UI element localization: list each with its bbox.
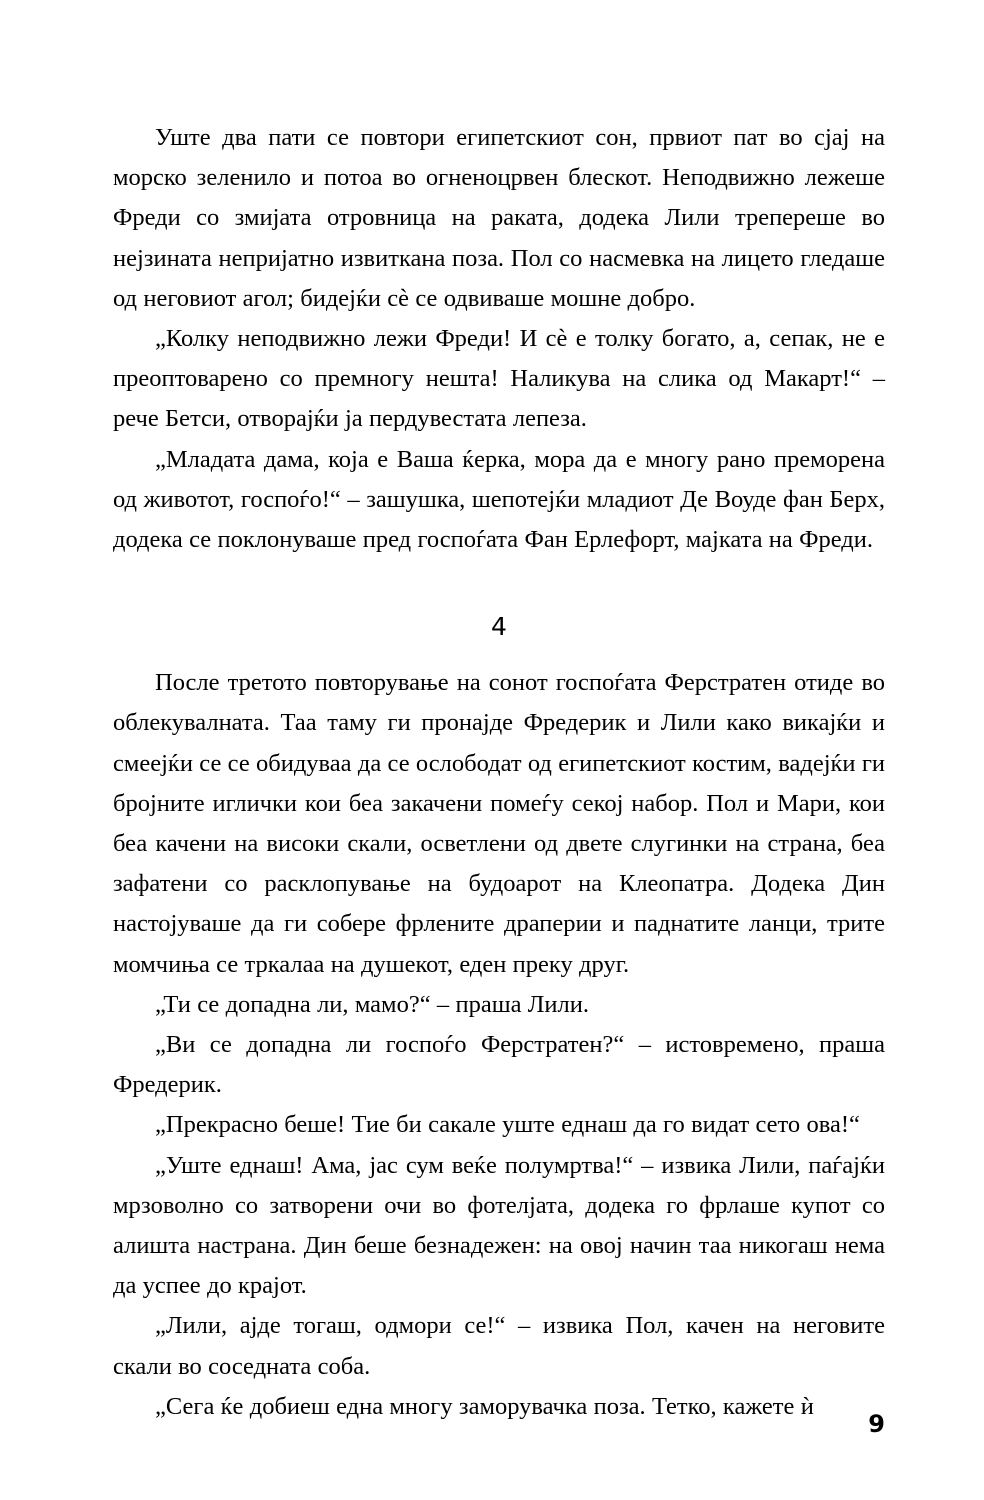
paragraph: „Колку неподвижно лежи Фреди! И сѐ е толку богато, а, сепак, не е преоптоварено со премногу нешта! Наликува на слика од Макарт!“ – рече Бетси, отворајќи ја пердувестата лепеза. (113, 325, 885, 433)
body-text-column (113, 118, 885, 1427)
paragraph: „Ти се допадна ли, мамо?“ – праша Лили. (155, 990, 589, 1018)
paragraph: „Лили, ајде тогаш, одмори се!“ – извика Пол, качен на неговите скали во соседната соба. (113, 1312, 885, 1380)
paragraph: „Уште еднаш! Ама, јас сум веќе полумртва!“ – извика Лили, паѓајќи мрзоволно со затворени очи во фотелјата, додека го фрлаше купот со алишта настрана. Дин беше безнадежен: на овој начин таа никогаш нема да успее до крајот. (113, 1151, 885, 1300)
page-number: 9 (868, 1410, 885, 1438)
paragraph: „Младата дама, која е Ваша ќерка, мора да е многу рано преморена од животот, госпоѓо!“ – зашушка, шепотејќи младиот Де Воуде фан Берх, додека се поклонуваше пред госпоѓата Фан Ерлефорт, мајката на Фреди. (113, 445, 885, 554)
paragraph: „Ви се допадна ли госпоѓо Ферстратен?“ – истовремено, праша Фредерик. (113, 1031, 885, 1099)
paragraph: После третото повторување на сонот госпоѓата Ферстратен отиде во облекувалната. Таа таму ги пронајде Фредерик и Лили како викајќи и смеејќи се се обидуваа да се ослободат од египетскиот костим, вадејќи ги бројните иглички кои беа закачени помеѓу секој набор. Пол и Мари, кои беа качени на високи скали, осветлени од двете слугинки на страна, беа зафатени со расклопување на будоарот на Клеопатра. Додека Дин настојуваше да ги собере фрлените драперии и паднатите ланци, трите момчиња се тркалаа на душекот, еден преку друг. (113, 669, 886, 978)
paragraph: „Сега ќе добиеш една многу заморувачка поза. Тетко, кажете ѝ (155, 1392, 814, 1420)
paragraph: Уште два пати се повтори египетскиот сон, првиот пат во сјај на морско зеленило и потоа во огненоцрвен блескот. Неподвижно лежеше Фреди со змијата отровница на раката, додека Лили трепереше во нејзината непријатно извиткана поза. Пол со насмевка на лицето гледаше од неговиот агол; бидејќи сѐ се одвиваше мошне добро. (113, 124, 885, 312)
section-heading: 4 (491, 612, 507, 642)
paragraph: „Прекрасно беше! Тие би сакале уште еднаш да го видат сето ова!“ (155, 1111, 860, 1139)
